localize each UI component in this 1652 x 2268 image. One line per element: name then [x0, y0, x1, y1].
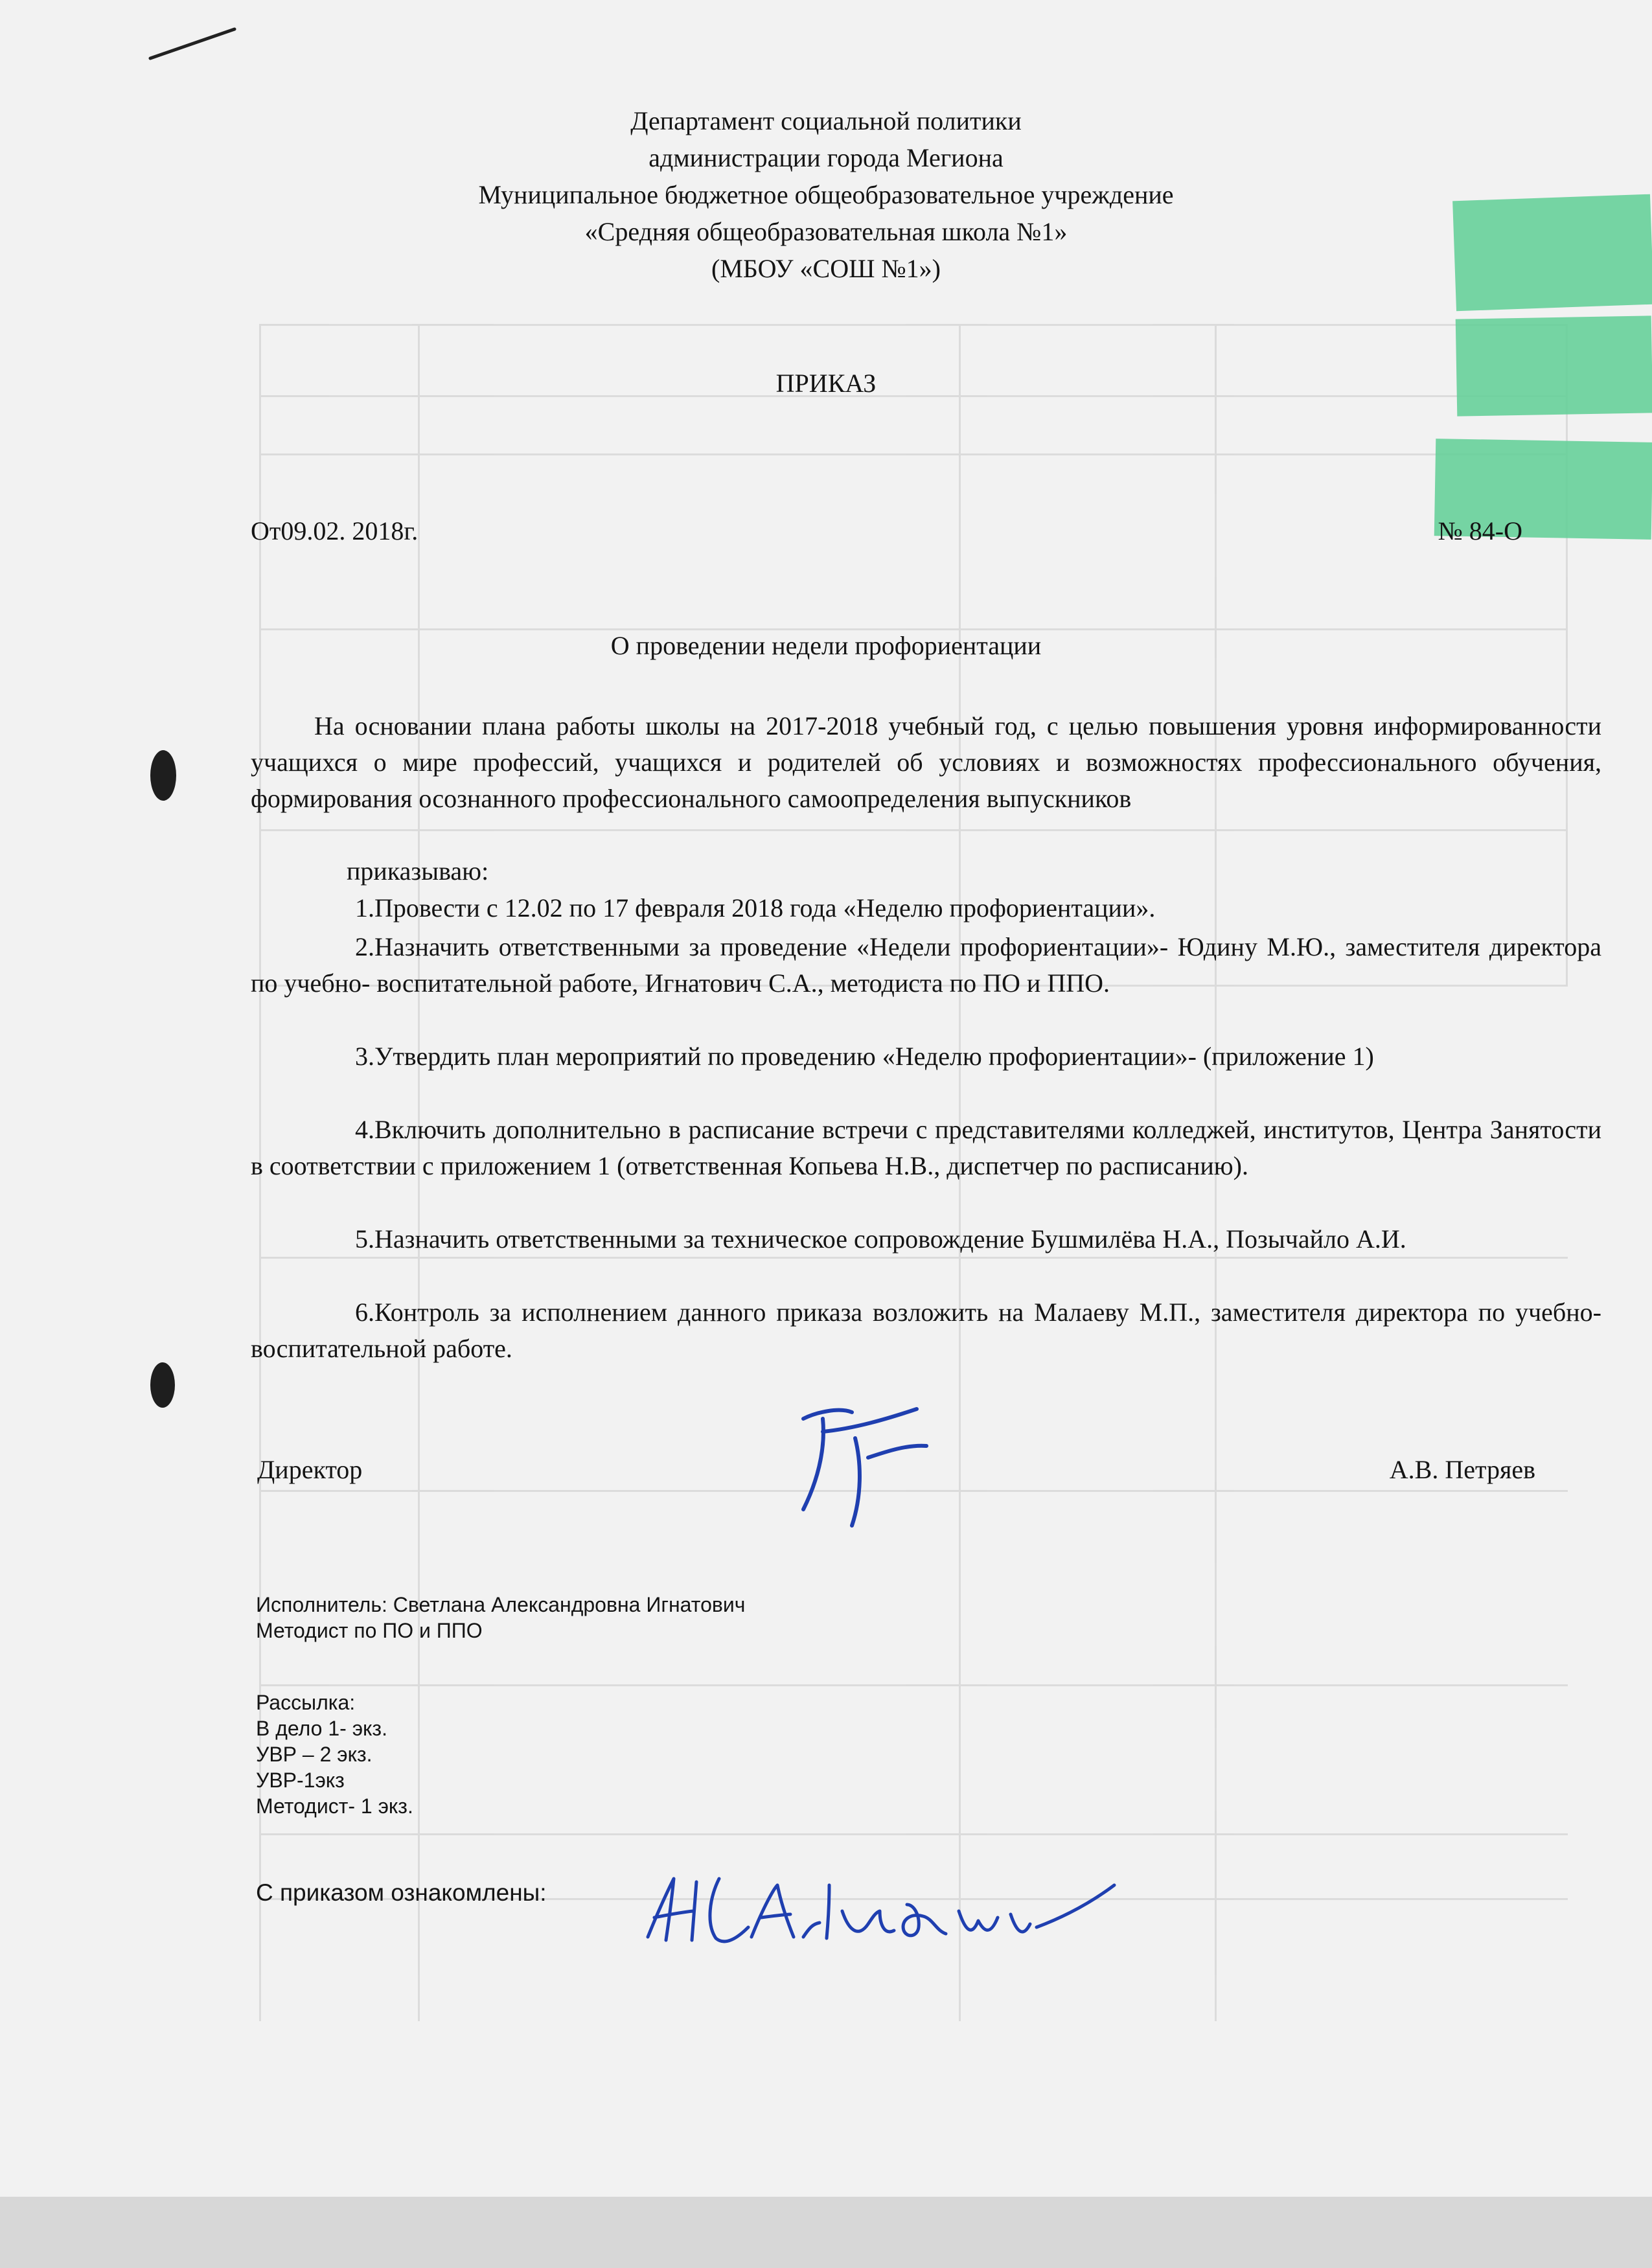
scan-bottom-edge: [0, 2197, 1652, 2268]
order-item-4: 4.Включить дополнительно в расписание встречи с представителями колледжей, институтов, Центра Занятости в соответствии с приложением 1 (ответственная Копьева Н.В., диспетчер по расписанию).: [251, 1115, 1601, 1180]
order-intro: На основании плана работы школы на 2017-2018 учебный год, с целью повышения уровня информированности учащихся о мире профессий, учащихся и родителей об условиях и возможностях профессионального обучения, формирования осознанного профессионального самоопределения выпускников: [251, 711, 1601, 813]
order-item-1: 1.Провести с 12.02 по 17 февраля 2018 года «Неделю профориентации».: [355, 893, 1156, 922]
mailing-item: УВР-1экз: [256, 1769, 345, 1792]
green-sticker-tab: [1452, 194, 1652, 312]
order-item-3: 3.Утвердить план мероприятий по проведению «Неделю профориентации»- (приложение 1): [355, 1042, 1374, 1071]
acknowledged-label: С приказом ознакомлены:: [256, 1879, 547, 1906]
pen-mark: [0, 0, 272, 91]
header-administration: администрации города Мегиона: [648, 143, 1004, 172]
punch-hole: [150, 750, 176, 801]
header-school-name: «Средняя общеобразовательная школа №1»: [584, 217, 1068, 246]
mailing-item: В дело 1- экз.: [256, 1717, 387, 1740]
signatory-position: Директор: [257, 1455, 363, 1484]
mailing-item: УВР – 2 экз.: [256, 1743, 373, 1766]
order-item-5: 5.Назначить ответственными за техническое сопровождение Бушмилёва Н.А., Позычайло А.И.: [355, 1224, 1406, 1254]
order-number: № 84-О: [1438, 516, 1522, 545]
document-type: ПРИКАЗ: [775, 369, 877, 398]
green-sticker-tab: [1456, 315, 1652, 416]
order-item-6: 6.Контроль за исполнением данного приказа возложить на Малаеву М.П., заместителя директора по учебно- воспитательной работе.: [251, 1298, 1601, 1363]
mailing-title: Рассылка:: [256, 1691, 356, 1714]
punch-hole: [150, 1362, 175, 1408]
executor-role: Методист по ПО и ППО: [256, 1619, 483, 1642]
order-subject: О проведении недели профориентации: [610, 631, 1042, 660]
signatory-name: А.В. Петряев: [1389, 1455, 1535, 1484]
order-item-2: 2.Назначить ответственными за проведение «Недели профориентации»- Юдину М.Ю., заместителя директора по учебно- воспитательной работе, Игнатович С.А., методиста по ПО и ППО.: [251, 932, 1601, 998]
acknowledgement-signature: [635, 1866, 1192, 1963]
order-date: От09.02. 2018г.: [251, 516, 419, 545]
mailing-item: Методист- 1 экз.: [256, 1794, 413, 1818]
header-school-abbrev: (МБОУ «СОШ №1»): [711, 254, 941, 283]
director-signature: [777, 1393, 959, 1535]
order-word: приказываю:: [347, 856, 489, 886]
header-institution: Муниципальное бюджетное общеобразовательное учреждение: [478, 180, 1174, 209]
header-department: Департамент социальной политики: [630, 106, 1022, 135]
executor-name: Исполнитель: Светлана Александровна Игнатович: [256, 1593, 746, 1616]
